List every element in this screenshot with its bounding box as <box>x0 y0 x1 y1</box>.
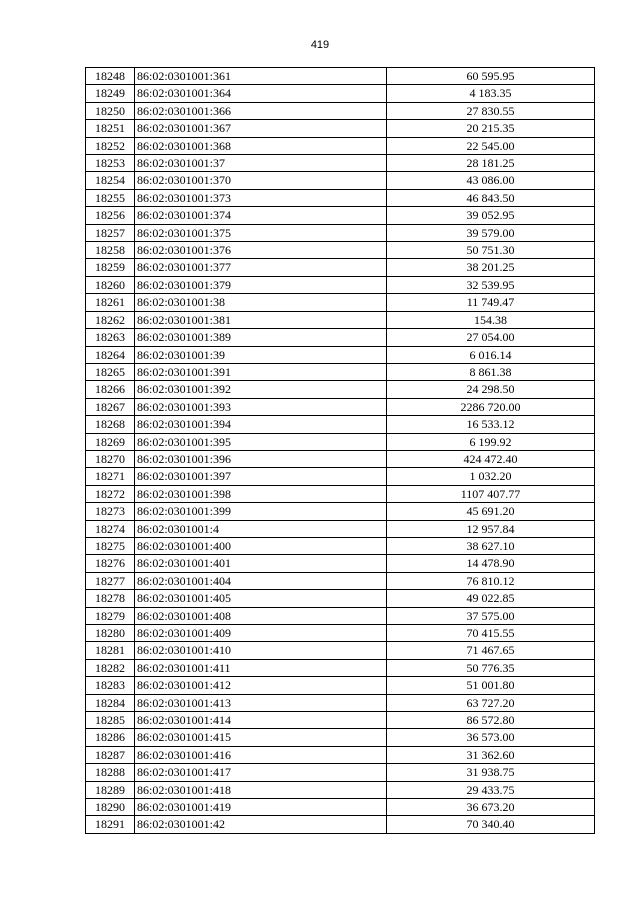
page-number: 419 <box>310 39 330 51</box>
table-row <box>86 329 595 346</box>
cadastral-value-table <box>85 67 595 834</box>
row-number-cell: 18280 <box>86 625 135 642</box>
row-number-cell: 18286 <box>86 729 135 746</box>
value-cell: 1107 407.77 <box>387 485 595 502</box>
cadastral-number-cell: 86:02:0301001:417 <box>135 764 387 781</box>
value-cell: 38 201.25 <box>387 259 595 276</box>
row-number-cell: 18257 <box>86 224 135 241</box>
row-number-cell: 18250 <box>86 102 135 119</box>
table-row <box>86 207 595 224</box>
row-number-cell: 18290 <box>86 799 135 816</box>
table-row <box>86 537 595 554</box>
table-row <box>86 398 595 415</box>
cadastral-number-cell: 86:02:0301001:4 <box>135 520 387 537</box>
table-row <box>86 242 595 259</box>
table-row <box>86 694 595 711</box>
value-cell: 76 810.12 <box>387 572 595 589</box>
cadastral-number-cell: 86:02:0301001:377 <box>135 259 387 276</box>
row-number-cell: 18260 <box>86 276 135 293</box>
cadastral-number-cell: 86:02:0301001:361 <box>135 68 387 85</box>
cadastral-number-cell: 86:02:0301001:42 <box>135 816 387 833</box>
row-number-cell: 18271 <box>86 468 135 485</box>
table-row <box>86 590 595 607</box>
table-row <box>86 189 595 206</box>
table-row <box>86 746 595 763</box>
cadastral-number-cell: 86:02:0301001:379 <box>135 276 387 293</box>
table-row <box>86 642 595 659</box>
value-cell: 24 298.50 <box>387 381 595 398</box>
value-cell: 39 052.95 <box>387 207 595 224</box>
row-number-cell: 18248 <box>86 68 135 85</box>
table-row <box>86 764 595 781</box>
cadastral-number-cell: 86:02:0301001:39 <box>135 346 387 363</box>
row-number-cell: 18262 <box>86 311 135 328</box>
value-cell: 12 957.84 <box>387 520 595 537</box>
value-cell: 6 016.14 <box>387 346 595 363</box>
row-number-cell: 18267 <box>86 398 135 415</box>
value-cell: 16 533.12 <box>387 416 595 433</box>
table-row <box>86 224 595 241</box>
cadastral-number-cell: 86:02:0301001:413 <box>135 694 387 711</box>
row-number-cell: 18255 <box>86 189 135 206</box>
row-number-cell: 18279 <box>86 607 135 624</box>
row-number-cell: 18256 <box>86 207 135 224</box>
cadastral-number-cell: 86:02:0301001:366 <box>135 102 387 119</box>
cadastral-number-cell: 86:02:0301001:412 <box>135 677 387 694</box>
row-number-cell: 18253 <box>86 155 135 172</box>
value-cell: 31 938.75 <box>387 764 595 781</box>
table-row <box>86 416 595 433</box>
value-cell: 49 022.85 <box>387 590 595 607</box>
value-cell: 38 627.10 <box>387 537 595 554</box>
cadastral-number-cell: 86:02:0301001:419 <box>135 799 387 816</box>
row-number-cell: 18251 <box>86 120 135 137</box>
cadastral-number-cell: 86:02:0301001:395 <box>135 433 387 450</box>
table-row <box>86 85 595 102</box>
table-row <box>86 799 595 816</box>
cadastral-number-cell: 86:02:0301001:405 <box>135 590 387 607</box>
table-row <box>86 659 595 676</box>
row-number-cell: 18275 <box>86 537 135 554</box>
value-cell: 27 830.55 <box>387 102 595 119</box>
value-cell: 60 595.95 <box>387 68 595 85</box>
value-cell: 2286 720.00 <box>387 398 595 415</box>
cadastral-number-cell: 86:02:0301001:394 <box>135 416 387 433</box>
value-cell: 51 001.80 <box>387 677 595 694</box>
cadastral-number-cell: 86:02:0301001:411 <box>135 659 387 676</box>
cadastral-number-cell: 86:02:0301001:408 <box>135 607 387 624</box>
cadastral-number-cell: 86:02:0301001:364 <box>135 85 387 102</box>
cadastral-number-cell: 86:02:0301001:399 <box>135 503 387 520</box>
table-row <box>86 712 595 729</box>
cadastral-number-cell: 86:02:0301001:416 <box>135 746 387 763</box>
cadastral-number-cell: 86:02:0301001:397 <box>135 468 387 485</box>
row-number-cell: 18291 <box>86 816 135 833</box>
row-number-cell: 18266 <box>86 381 135 398</box>
table-row <box>86 120 595 137</box>
cadastral-number-cell: 86:02:0301001:389 <box>135 329 387 346</box>
cadastral-number-cell: 86:02:0301001:415 <box>135 729 387 746</box>
table-row <box>86 729 595 746</box>
cadastral-number-cell: 86:02:0301001:414 <box>135 712 387 729</box>
value-cell: 36 573.00 <box>387 729 595 746</box>
cadastral-number-cell: 86:02:0301001:375 <box>135 224 387 241</box>
table-row <box>86 172 595 189</box>
row-number-cell: 18263 <box>86 329 135 346</box>
table-row <box>86 433 595 450</box>
table-row <box>86 259 595 276</box>
row-number-cell: 18281 <box>86 642 135 659</box>
table-row <box>86 363 595 380</box>
value-cell: 37 575.00 <box>387 607 595 624</box>
cadastral-number-cell: 86:02:0301001:374 <box>135 207 387 224</box>
row-number-cell: 18287 <box>86 746 135 763</box>
row-number-cell: 18268 <box>86 416 135 433</box>
cadastral-number-cell: 86:02:0301001:376 <box>135 242 387 259</box>
table-row <box>86 346 595 363</box>
row-number-cell: 18252 <box>86 137 135 154</box>
value-cell: 36 673.20 <box>387 799 595 816</box>
cadastral-number-cell: 86:02:0301001:398 <box>135 485 387 502</box>
table-row <box>86 294 595 311</box>
value-cell: 4 183.35 <box>387 85 595 102</box>
row-number-cell: 18261 <box>86 294 135 311</box>
value-cell: 1 032.20 <box>387 468 595 485</box>
value-cell: 32 539.95 <box>387 276 595 293</box>
table-row <box>86 468 595 485</box>
value-cell: 154.38 <box>387 311 595 328</box>
row-number-cell: 18288 <box>86 764 135 781</box>
cadastral-number-cell: 86:02:0301001:368 <box>135 137 387 154</box>
cadastral-number-cell: 86:02:0301001:401 <box>135 555 387 572</box>
table-row <box>86 677 595 694</box>
cadastral-number-cell: 86:02:0301001:367 <box>135 120 387 137</box>
value-cell: 27 054.00 <box>387 329 595 346</box>
value-cell: 31 362.60 <box>387 746 595 763</box>
row-number-cell: 18269 <box>86 433 135 450</box>
cadastral-number-cell: 86:02:0301001:400 <box>135 537 387 554</box>
row-number-cell: 18277 <box>86 572 135 589</box>
value-cell: 70 415.55 <box>387 625 595 642</box>
table-row <box>86 155 595 172</box>
row-number-cell: 18264 <box>86 346 135 363</box>
row-number-cell: 18274 <box>86 520 135 537</box>
table-row <box>86 68 595 85</box>
cadastral-number-cell: 86:02:0301001:404 <box>135 572 387 589</box>
table-row <box>86 520 595 537</box>
row-number-cell: 18249 <box>86 85 135 102</box>
table-row <box>86 102 595 119</box>
row-number-cell: 18285 <box>86 712 135 729</box>
value-cell: 29 433.75 <box>387 781 595 798</box>
table-row <box>86 607 595 624</box>
row-number-cell: 18283 <box>86 677 135 694</box>
value-cell: 424 472.40 <box>387 450 595 467</box>
cadastral-number-cell: 86:02:0301001:410 <box>135 642 387 659</box>
row-number-cell: 18259 <box>86 259 135 276</box>
cadastral-number-cell: 86:02:0301001:396 <box>135 450 387 467</box>
cadastral-number-cell: 86:02:0301001:381 <box>135 311 387 328</box>
cadastral-number-cell: 86:02:0301001:37 <box>135 155 387 172</box>
value-cell: 50 776.35 <box>387 659 595 676</box>
table-body <box>86 68 595 834</box>
value-cell: 20 215.35 <box>387 120 595 137</box>
value-cell: 46 843.50 <box>387 189 595 206</box>
table-row <box>86 816 595 833</box>
value-cell: 22 545.00 <box>387 137 595 154</box>
row-number-cell: 18265 <box>86 363 135 380</box>
row-number-cell: 18276 <box>86 555 135 572</box>
value-cell: 11 749.47 <box>387 294 595 311</box>
value-cell: 6 199.92 <box>387 433 595 450</box>
value-cell: 71 467.65 <box>387 642 595 659</box>
cadastral-number-cell: 86:02:0301001:418 <box>135 781 387 798</box>
cadastral-number-cell: 86:02:0301001:392 <box>135 381 387 398</box>
value-cell: 43 086.00 <box>387 172 595 189</box>
cadastral-number-cell: 86:02:0301001:38 <box>135 294 387 311</box>
row-number-cell: 18282 <box>86 659 135 676</box>
table-row <box>86 381 595 398</box>
row-number-cell: 18289 <box>86 781 135 798</box>
value-cell: 63 727.20 <box>387 694 595 711</box>
table-row <box>86 450 595 467</box>
value-cell: 28 181.25 <box>387 155 595 172</box>
row-number-cell: 18278 <box>86 590 135 607</box>
cadastral-number-cell: 86:02:0301001:373 <box>135 189 387 206</box>
row-number-cell: 18272 <box>86 485 135 502</box>
row-number-cell: 18258 <box>86 242 135 259</box>
table-row <box>86 276 595 293</box>
table-row <box>86 572 595 589</box>
value-cell: 70 340.40 <box>387 816 595 833</box>
value-cell: 50 751.30 <box>387 242 595 259</box>
table-row <box>86 625 595 642</box>
row-number-cell: 18254 <box>86 172 135 189</box>
cadastral-number-cell: 86:02:0301001:409 <box>135 625 387 642</box>
table-row <box>86 503 595 520</box>
value-cell: 39 579.00 <box>387 224 595 241</box>
value-cell: 8 861.38 <box>387 363 595 380</box>
value-cell: 14 478.90 <box>387 555 595 572</box>
table-row <box>86 781 595 798</box>
table-row <box>86 555 595 572</box>
value-cell: 45 691.20 <box>387 503 595 520</box>
row-number-cell: 18273 <box>86 503 135 520</box>
cadastral-number-cell: 86:02:0301001:393 <box>135 398 387 415</box>
row-number-cell: 18270 <box>86 450 135 467</box>
table-row <box>86 485 595 502</box>
table-row <box>86 311 595 328</box>
value-cell: 86 572.80 <box>387 712 595 729</box>
cadastral-number-cell: 86:02:0301001:370 <box>135 172 387 189</box>
cadastral-number-cell: 86:02:0301001:391 <box>135 363 387 380</box>
table-row <box>86 137 595 154</box>
row-number-cell: 18284 <box>86 694 135 711</box>
